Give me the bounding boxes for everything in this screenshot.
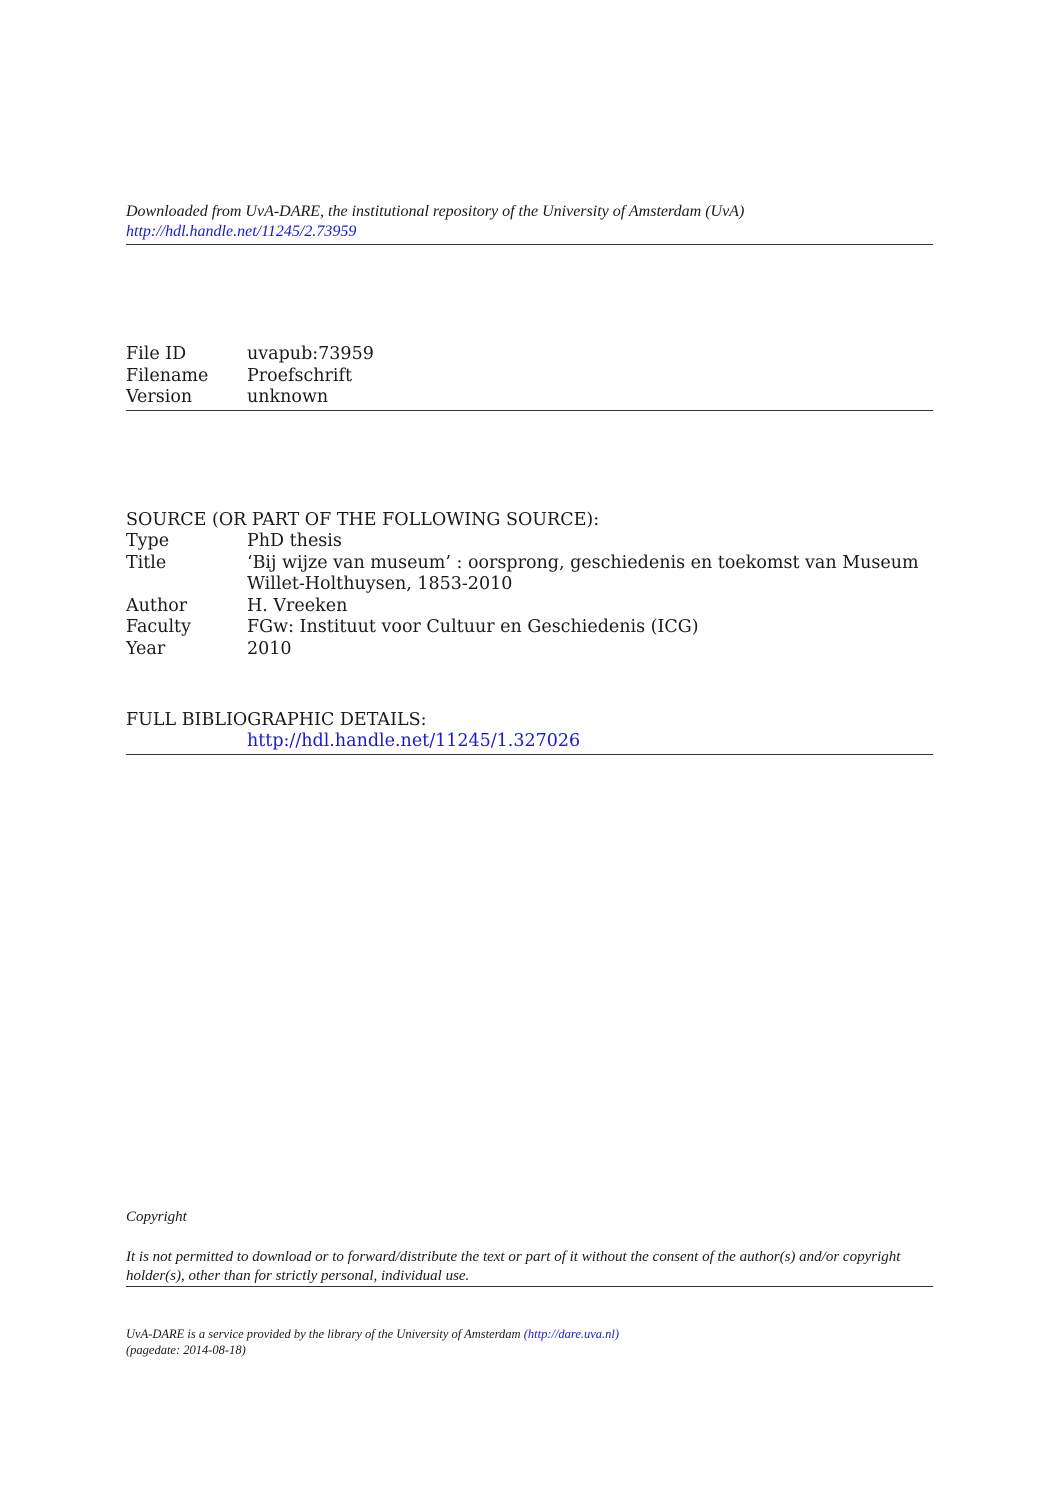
title-label: Title bbox=[126, 552, 167, 573]
author-row bbox=[126, 596, 937, 618]
bibliographic-divider bbox=[126, 754, 933, 755]
source-table bbox=[126, 531, 937, 660]
filename-label: Filename bbox=[126, 365, 209, 386]
source-heading: SOURCE (OR PART OF THE FOLLOWING SOURCE): bbox=[126, 510, 600, 530]
handle-link[interactable]: http://hdl.handle.net/11245/2.73959 bbox=[126, 223, 357, 240]
bibliographic-link[interactable]: http://hdl.handle.net/11245/1.327026 bbox=[247, 731, 581, 751]
filename-row bbox=[126, 366, 937, 388]
faculty-label: Faculty bbox=[126, 617, 191, 637]
year-value: 2010 bbox=[247, 638, 292, 659]
service-text: UvA-DARE is a service provided by the library of the University of Amsterdam bbox=[126, 1327, 521, 1341]
copyright-title: Copyright bbox=[126, 1209, 187, 1225]
version-row bbox=[126, 387, 937, 409]
version-value: unknown bbox=[247, 387, 329, 407]
title-row bbox=[126, 553, 937, 596]
header-divider bbox=[126, 244, 933, 245]
file-info-divider bbox=[126, 410, 933, 411]
file-info-table bbox=[126, 344, 937, 409]
author-value: H. Vreeken bbox=[247, 595, 348, 616]
downloaded-from-text: Downloaded from UvA-DARE, the institutional repository of the University of Amsterdam (UvA) bbox=[126, 203, 745, 220]
file-id-value: uvapub:73959 bbox=[247, 344, 374, 364]
file-id-label: File ID bbox=[126, 344, 187, 364]
copyright-text: It is not permitted to download or to forward/distribute the text or part of it without the consent of the author(s) and/or copyright holder(s), other than for strictly personal, individual use. bbox=[126, 1249, 901, 1284]
version-label: Version bbox=[126, 387, 193, 407]
bibliographic-heading: FULL BIBLIOGRAPHIC DETAILS: bbox=[126, 710, 427, 730]
year-row bbox=[126, 639, 937, 661]
repository-header bbox=[126, 202, 744, 242]
type-value: PhD thesis bbox=[247, 531, 342, 551]
dare-link[interactable]: (http://dare.uva.nl) bbox=[523, 1327, 620, 1341]
faculty-row bbox=[126, 617, 937, 639]
file-id-row bbox=[126, 344, 937, 366]
type-row bbox=[126, 531, 937, 553]
faculty-value: FGw: Instituut voor Cultuur en Geschiedenis (ICG) bbox=[247, 617, 699, 637]
title-value: ‘Bij wijze van museum’ : oorsprong, geschiedenis en toekomst van Museum Willet-Holthuysen, 1853-2010 bbox=[247, 552, 919, 594]
year-label: Year bbox=[126, 638, 166, 659]
type-label: Type bbox=[126, 531, 170, 551]
footer bbox=[126, 1326, 619, 1358]
copyright-divider bbox=[126, 1286, 933, 1287]
author-label: Author bbox=[126, 595, 188, 616]
filename-value: Proefschrift bbox=[247, 365, 353, 386]
pagedate: (pagedate: 2014-08-18) bbox=[126, 1343, 246, 1357]
